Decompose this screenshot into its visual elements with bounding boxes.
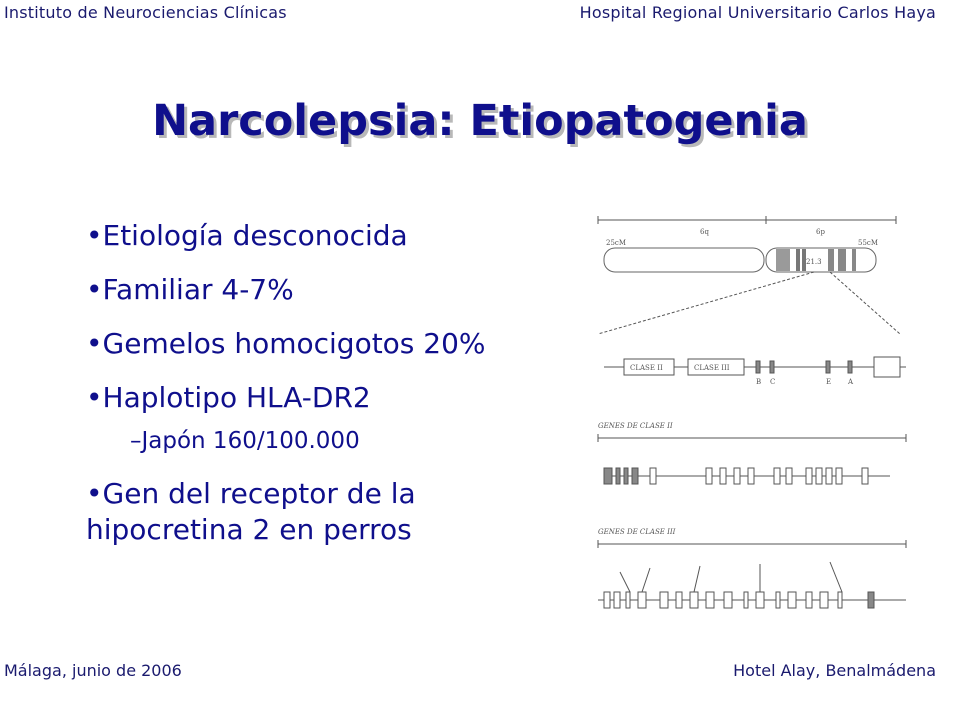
footer-venue: Hotel Alay, Benalmádena: [733, 661, 936, 680]
header-hospital: Hospital Regional Universitario Carlos Haya: [579, 3, 936, 22]
header-institute: Instituto de Neurociencias Clínicas: [4, 3, 287, 22]
region-label-clase2: CLASE II: [630, 364, 663, 372]
genes-clase3-label: GENES DE CLASE III: [598, 528, 676, 536]
chrom-label-6p: 6p: [816, 228, 825, 236]
bullet-etiologia: •Etiología desconocida: [86, 219, 408, 252]
bullet-familiar: •Familiar 4-7%: [86, 273, 294, 306]
bullet-gen-receptor: •Gen del receptor de la hipocretina 2 en perros: [86, 477, 416, 546]
bullet-gemelos: •Gemelos homocigotos 20%: [86, 327, 486, 360]
slide-title: Narcolepsia: Etiopatogenia: [152, 96, 808, 146]
hla-gene-map-figure: [590, 212, 910, 632]
chrom-label-band: 21.3: [806, 258, 822, 266]
bullet-haplotipo: •Haplotipo HLA-DR2: [86, 381, 371, 414]
region-label-a: A: [848, 378, 854, 386]
chrom-label-25cm: 25cM: [606, 239, 626, 247]
region-label-c: C: [770, 378, 776, 386]
bullet-list: [86, 218, 566, 566]
region-label-e: E: [826, 378, 832, 386]
chrom-label-6q: 6q: [700, 228, 709, 236]
sub-bullet-japon: –Japón 160/100.000: [130, 428, 360, 454]
region-label-b: B: [756, 378, 762, 386]
footer-date: Málaga, junio de 2006: [4, 661, 182, 680]
genes-clase2-label: GENES DE CLASE II: [598, 422, 673, 430]
region-label-clase3: CLASE III: [694, 364, 730, 372]
chrom-label-55cm: 55cM: [858, 239, 878, 247]
